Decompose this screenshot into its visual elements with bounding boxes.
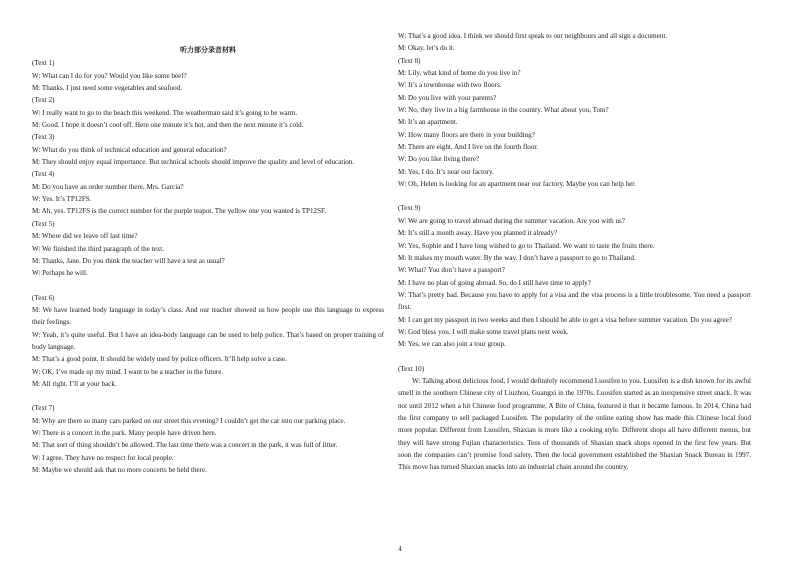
transcript-line: M: Yes, I do. It’s near our factory. (398, 167, 494, 176)
text-label: (Text 10) (398, 364, 425, 373)
transcript-line: W: OK. I’ve made up my mind. I want to be a teacher in the future. (32, 367, 224, 376)
transcript-paragraph: W: Talking about delicious food, I would definitely recommend Luosifen to you. Luosifen is a dish known for its awful smell in the southern Chinese city of Liuzhou, Guangxi in the 1970s. Luosifen started as an inexpensive street snack. It was not until 2012 when a hit Chinese food programme, A Bite of China, featured it that it became famous. In 2014, China had the first company to sell packaged Luosifen. The popularity of the online eating show has made this Chinese local food more popular. Different from Luosifen, Shaxian is more like a cooking style. Different shops all have different menus, but they will have strong Fujian characteristics. Tens of thousands of Shaxian snack shops opened in the first few years. But soon the companies can’t promise food safety. Then the local government established the Shaxian Snack Bureau in 1997. This move has turned Shaxian snacks into an industrial chain around the country. (398, 376, 751, 472)
transcript-line: M: I can get my passport in two weeks and then I should be able to get a visa before summer vacation. Do you agree? (398, 315, 732, 324)
right-transcript (398, 30, 751, 474)
transcript-line: W: That’s a good idea. I think we should first speak to our neighbours and all sign a document. (398, 32, 668, 40)
transcript-line: M: Yes, we can also join a tour group. (398, 340, 506, 349)
transcript-line: M: We have learned body language in today’s class. And our teacher showed us how people use this language to express their feelings. (32, 305, 384, 327)
transcript-line: M: Maybe we should ask that no more concerts be held there. (32, 466, 207, 474)
transcript-line: W: Do you like living there? (398, 155, 480, 164)
transcript-line: W: Yeah, it’s quite useful. But I have an idea-body language can be used to help police. That’s based on proper training of body language. (32, 330, 384, 351)
text-label: (Text 3) (32, 133, 55, 142)
text-label: (Text 9) (398, 204, 421, 213)
transcript-line: W: How many floors are there in your building? (398, 130, 535, 139)
text-label: (Text 6) (32, 293, 55, 302)
transcript-line: M: That’s a good point. It should be widely used by police officers. It’ll help solve a case. (32, 355, 287, 364)
section-gap (398, 351, 751, 363)
transcript-line: M: It’s still a month away. Have you planned it already? (398, 229, 558, 238)
section-gap (32, 280, 384, 292)
transcript-line: W: We finished the third paragraph of the text. (32, 244, 164, 253)
section-gap (398, 190, 751, 202)
transcript-line: M: Okay, let’s do it. (398, 44, 455, 53)
text-label: (Text 5) (32, 219, 55, 228)
transcript-line: M: It’s an apartment. (398, 118, 458, 127)
transcript-line: M: Good. I hope it doesn’t cool off. Here one minute it’s hot, and then the next minute it’s cold. (32, 121, 304, 130)
transcript-line: W: No, they live in a big farmhouse in the country. What about you, Tom? (398, 106, 609, 115)
page-title: 听力部分录音材料 (180, 46, 236, 54)
transcript-line: W: It’s a townhouse with two floors. (398, 81, 502, 90)
page-number: 4 (398, 545, 402, 553)
right-column (398, 30, 751, 474)
left-column (32, 44, 384, 476)
transcript-line: M: That sort of thing shouldn’t be allowed. The last time there was a concert in the park, it was full of litter. (32, 441, 338, 450)
text-label: (Text 1) (32, 59, 55, 68)
transcript-line: M: I have no plan of going abroad. So, do I still have time to apply? (398, 278, 591, 287)
transcript-line: M: Ah, yes. TP12FS is the correct number for the purple teapot. The yellow one you wanted is TP12SF. (32, 207, 327, 216)
transcript-line: M: Where did we leave off last time? (32, 232, 138, 241)
transcript-line: W: What? You don’t have a passport? (398, 266, 505, 275)
transcript-line: W: We are going to travel abroad during the summer vacation. Are you with us? (398, 216, 625, 225)
transcript-line: M: Do you have an order number there, Mrs. Garcia? (32, 182, 184, 191)
transcript-line: M: It makes my mouth water. By the way. I don’t have a passport to go to Thailand. (398, 253, 636, 262)
transcript-line: W: I really want to go to the beach this weekend. The weatherman said it’s going to be warm. (32, 108, 298, 117)
transcript-line: M: Why are there so many cars parked on our street this evening? I couldn’t get the car into our parking place. (32, 416, 346, 425)
transcript-line: W: What can I do for you? Would you like some beef? (32, 71, 187, 80)
transcript-line: M: Thanks, Jane. Do you think the teacher will have a test as usual? (32, 256, 225, 265)
section-gap (32, 390, 384, 402)
transcript-line: W: God bless you. I will make some travel plans next week. (398, 327, 569, 336)
transcript-line: W: That’s pretty bad. Because you have to apply for a visa and the visa process is a little troublesome. You need a passport first. (398, 290, 751, 312)
text-label: (Text 7) (32, 404, 55, 413)
left-transcript (32, 57, 384, 476)
text-label: (Text 8) (398, 56, 421, 65)
transcript-line: W: There is a concert in the park. Many people have driven here. (32, 428, 217, 437)
transcript-line: M: They should enjoy equal importance. But technical schools should improve the quality and level of education. (32, 158, 355, 167)
transcript-line: W: Perhaps he will. (32, 269, 88, 278)
transcript-line: W: What do you think of technical education and general education? (32, 145, 227, 154)
transcript-line: M: Thanks. I just need some vegetables and seafood. (32, 84, 182, 93)
text-label: (Text 2) (32, 96, 55, 105)
transcript-line: M: There are eight. And I live on the fourth floor. (398, 143, 539, 152)
transcript-line: W: Oh, Helen is looking for an apartment near our factory. Maybe you can help her. (398, 180, 637, 189)
transcript-line: M: Do you live with your parents? (398, 93, 497, 102)
transcript-line: W: I agree. They have no respect for local people. (32, 453, 174, 462)
transcript-line: M: Lily, what kind of home do you live in? (398, 69, 521, 78)
transcript-line: M: All right. I’ll at your back. (32, 379, 117, 388)
transcript-line: W: Yes, Sophie and I have long wished to go to Thailand. We want to taste the fruits there. (398, 241, 655, 250)
text-label: (Text 4) (32, 170, 55, 179)
transcript-line: W: Yes. It’s TP12FS. (32, 195, 92, 204)
